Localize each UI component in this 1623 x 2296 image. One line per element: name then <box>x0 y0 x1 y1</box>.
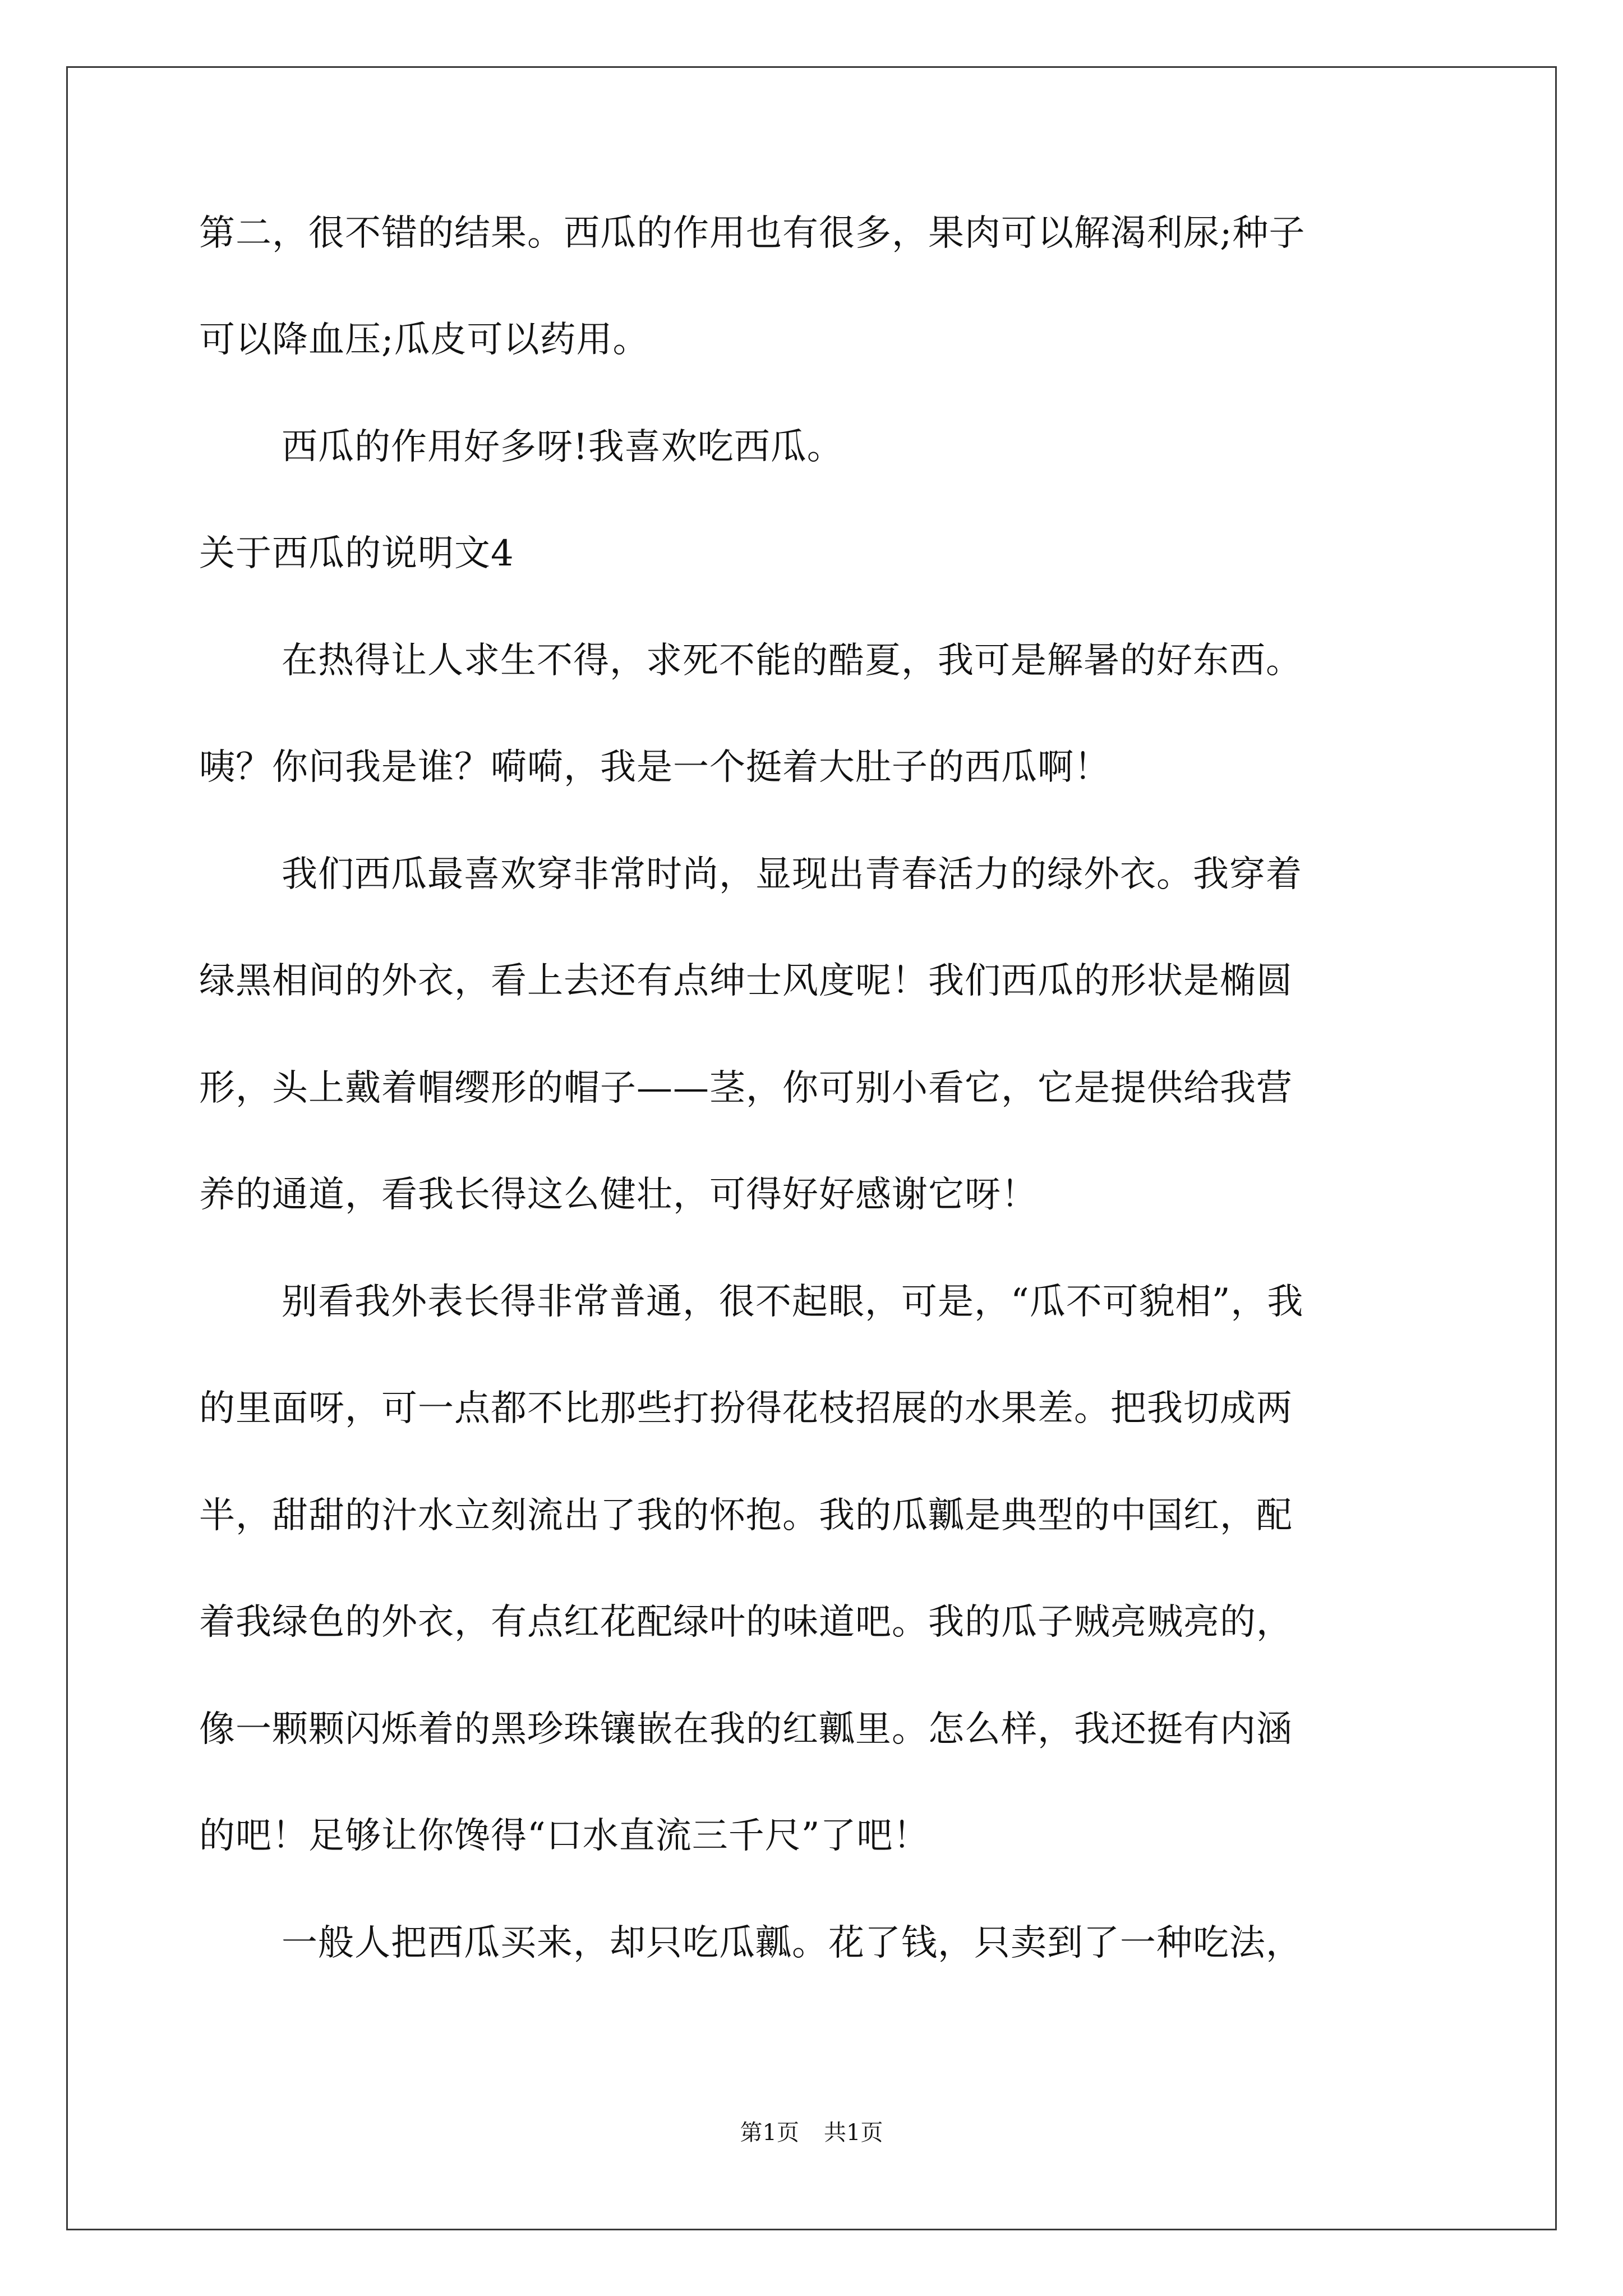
page-footer <box>0 2119 1623 2147</box>
page-number: 第1页 <box>740 2120 799 2146</box>
text-line: 半，甜甜的汁水立刻流出了我的怀抱。我的瓜瓤是典型的中国红，配 <box>199 1495 1293 1536</box>
text-line: 着我绿色的外衣，有点红花配绿叶的味道吧。我的瓜子贼亮贼亮的， <box>199 1602 1293 1643</box>
text-line: 绿黑相间的外衣，看上去还有点绅士风度呢！我们西瓜的形状是椭圆 <box>199 960 1293 1002</box>
page-total: 共1页 <box>824 2120 883 2146</box>
text-line: 像一颗颗闪烁着的黑珍珠镶嵌在我的红瓤里。怎么样，我还挺有内涵 <box>199 1709 1293 1750</box>
text-line: 一般人把西瓜买来，却只吃瓜瓤。花了钱，只卖到了一种吃法， <box>282 1922 1302 1964</box>
text-line: 别看我外表长得非常普通，很不起眼，可是，“瓜不可貌相”，我 <box>282 1281 1304 1323</box>
text-line: 形，头上戴着帽缨形的帽子——茎，你可别小看它，它是提供给我营 <box>199 1068 1293 1109</box>
text-line: 可以降血压;瓜皮可以药用。 <box>199 319 649 361</box>
text-line: 在热得让人求生不得，求死不能的酷夏，我可是解暑的好东西。 <box>282 640 1302 682</box>
text-line: 咦？你问我是谁？嗬嗬，我是一个挺着大肚子的西瓜啊！ <box>199 747 1110 788</box>
text-line: 的里面呀，可一点都不比那些打扮得花枝招展的水果差。把我切成两 <box>199 1388 1293 1429</box>
page-border <box>66 66 1557 2230</box>
text-line: 的吧！足够让你馋得“口水直流三千尺”了吧！ <box>199 1815 930 1857</box>
text-line: 第二，很不错的结果。西瓜的作用也有很多，果肉可以解渴利尿;种子 <box>199 213 1306 254</box>
text-line: 西瓜的作用好多呀!我喜欢吃西瓜。 <box>282 426 843 468</box>
text-line: 养的通道，看我长得这么健壮，可得好好感谢它呀！ <box>199 1174 1038 1216</box>
text-line: 我们西瓜最喜欢穿非常时尚，显现出青春活力的绿外衣。我穿着 <box>282 854 1302 895</box>
section-heading: 关于西瓜的说明文4 <box>199 533 514 574</box>
